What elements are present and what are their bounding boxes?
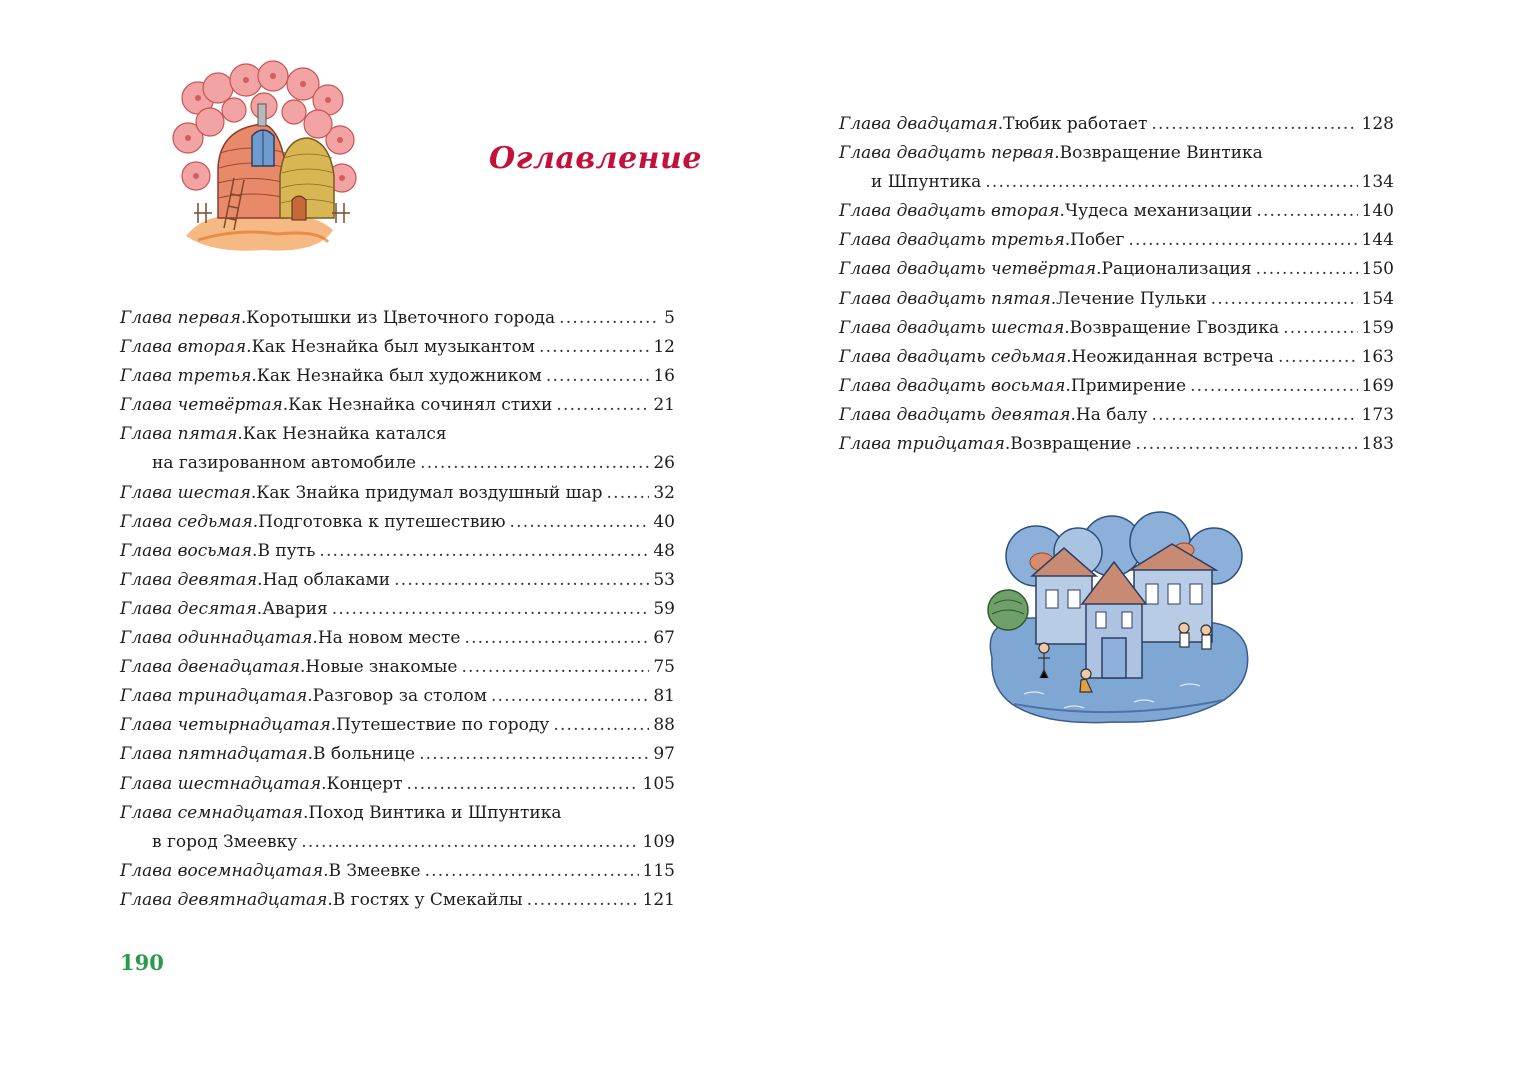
page-ref: 150 — [1361, 259, 1394, 280]
chapter-label: Глава одиннадцатая — [120, 628, 313, 649]
page-ref: 154 — [1361, 288, 1394, 309]
dot-leader — [407, 770, 639, 799]
chapter-label: Глава шестая — [120, 482, 251, 503]
chapter-title: На новом месте — [317, 628, 461, 649]
chapter-title: Чудеса механизации — [1064, 201, 1253, 222]
toc-entry: Глава девятнадцатая . В гостях у Смекайлы ..... 121 — [120, 886, 675, 915]
toc-entry: Глава пятая . Как Незнайка катался на газированном автомобиле ..... 26 — [120, 420, 675, 478]
chapter-label: Глава двадцать восьмая — [839, 375, 1066, 396]
chapter-title: Над облаками — [262, 569, 391, 590]
toc-entry: Глава двадцать пятая . Лечение Пульки ..... 154 — [839, 285, 1394, 314]
page-ref: 134 — [1361, 172, 1394, 193]
chapter-label: Глава пятая — [120, 424, 238, 445]
dot-leader — [546, 362, 650, 391]
chapter-title: Возвращение Винтика — [1059, 143, 1263, 164]
chapter-label: Глава четырнадцатая — [120, 715, 331, 736]
chapter-label: Глава двадцать седьмая — [839, 346, 1067, 367]
chapter-label: Глава восемнадцатая — [120, 860, 324, 881]
dot-leader — [461, 653, 649, 682]
chapter-label: Глава восьмая — [120, 540, 253, 561]
page-ref: 48 — [653, 540, 675, 561]
toc-entry: Глава двадцать восьмая . Примирение ..... 169 — [839, 372, 1394, 401]
dot-leader — [553, 711, 649, 740]
toc-entry: Глава седьмая . Подготовка к путешествию ..... 40 — [120, 508, 675, 537]
chapter-title: В гостях у Смекайлы — [332, 889, 523, 910]
chapter-label: Глава десятая — [120, 598, 257, 619]
toc-entry: Глава тридцатая . Возвращение ..... 183 — [839, 430, 1394, 459]
chapter-title: Как Знайка придумал воздушный шар — [256, 482, 603, 503]
flower-house-illustration — [168, 58, 368, 258]
dot-leader — [394, 566, 649, 595]
page-ref: 121 — [642, 889, 675, 910]
page-ref: 12 — [653, 337, 675, 358]
page-ref: 5 — [664, 308, 675, 328]
chapter-title: Лечение Пульки — [1056, 288, 1207, 309]
page-ref: 81 — [653, 686, 675, 707]
toc-entry: Глава тринадцатая . Разговор за столом ..... 81 — [120, 682, 675, 711]
dot-leader — [1151, 110, 1357, 139]
dot-leader — [527, 886, 639, 915]
page-ref: 40 — [653, 511, 675, 532]
toc-entry: Глава двадцать седьмая . Неожиданная встреча ..... 163 — [839, 343, 1394, 372]
page-ref: 169 — [1361, 375, 1394, 396]
chapter-label: Глава двадцать девятая — [839, 404, 1071, 425]
toc-entry: Глава двадцатая . Тюбик работает ..... 128 — [839, 110, 1394, 139]
chapter-title: Неожиданная встреча — [1071, 346, 1274, 367]
chapter-label: Глава третья — [120, 366, 252, 387]
chapter-label: Глава шестнадцатая — [120, 773, 322, 794]
page-ref: 26 — [653, 453, 675, 474]
dot-leader — [1283, 314, 1357, 343]
dot-leader — [1256, 255, 1358, 284]
chapter-title-continued: и Шпунтика — [871, 172, 982, 193]
dot-leader — [491, 682, 649, 711]
toc-entry: Глава двадцать первая . Возвращение Винтика и Шпунтика ..... 134 — [839, 139, 1394, 197]
page-ref: 115 — [642, 860, 675, 881]
toc-entry: Глава восьмая . В путь ..... 48 — [120, 537, 675, 566]
chapter-label: Глава двадцатая — [839, 114, 998, 134]
chapter-title: В больнице — [313, 744, 416, 765]
dot-leader — [1128, 226, 1357, 255]
chapter-label: Глава двадцать первая — [839, 143, 1055, 164]
dot-leader — [606, 479, 649, 508]
chapter-title: Путешествие по городу — [336, 715, 550, 736]
toc-left-column — [120, 304, 675, 915]
chapter-label: Глава семнадцатая — [120, 802, 303, 823]
toc-entry: Глава двадцать вторая . Чудеса механизации ..... 140 — [839, 197, 1394, 226]
page-ref: 163 — [1361, 346, 1394, 367]
dot-leader — [319, 537, 649, 566]
dot-leader — [420, 449, 649, 478]
toc-entry: Глава шестнадцатая . Концерт ..... 105 — [120, 770, 675, 799]
chapter-label: Глава девятая — [120, 569, 258, 590]
toc-entry: Глава семнадцатая . Поход Винтика и Шпунтика в город Змеевку ..... 109 — [120, 799, 675, 857]
page-ref: 105 — [642, 773, 675, 794]
chapter-title: На балу — [1075, 404, 1148, 425]
chapter-title: Концерт — [326, 773, 403, 794]
toc-entry: Глава пятнадцатая . В больнице ..... 97 — [120, 740, 675, 769]
page-ref: 144 — [1361, 230, 1394, 251]
page-ref: 140 — [1361, 201, 1394, 222]
chapter-title: Тюбик работает — [1003, 114, 1148, 134]
toc-right-column — [839, 110, 1394, 459]
page-ref: 75 — [653, 657, 675, 678]
toc-entry: Глава четырнадцатая . Путешествие по городу ..... 88 — [120, 711, 675, 740]
chapter-title: Возвращение Гвоздика — [1069, 317, 1280, 338]
chapter-label: Глава двадцать вторая — [839, 201, 1060, 222]
page-ref: 59 — [653, 598, 675, 619]
page-ref: 21 — [653, 395, 675, 416]
chapter-label: Глава вторая — [120, 337, 247, 358]
page-ref: 183 — [1361, 434, 1394, 455]
chapter-title: Примирение — [1070, 375, 1187, 396]
chapter-label: Глава двадцать пятая — [839, 288, 1051, 309]
chapter-label: Глава четвёртая — [120, 395, 283, 416]
dot-leader — [1278, 343, 1358, 372]
page-ref: 53 — [653, 569, 675, 590]
chapter-title: Разговор за столом — [312, 686, 487, 707]
chapter-title: Поход Винтика и Шпунтика — [308, 802, 562, 823]
dot-leader — [425, 857, 639, 886]
chapter-label: Глава тридцатая — [839, 434, 1005, 455]
chapter-title-continued: на газированном автомобиле — [152, 453, 417, 474]
toc-entry: Глава двадцать четвёртая . Рационализация ..... 150 — [839, 255, 1394, 284]
page-ref: 16 — [653, 366, 675, 387]
page-ref: 109 — [642, 831, 675, 852]
dot-leader — [556, 391, 649, 420]
chapter-title: Как Незнайка был музыкантом — [251, 337, 535, 358]
chapter-title: Рационализация — [1101, 259, 1252, 280]
page-ref: 67 — [653, 628, 675, 649]
toc-entry: Глава восемнадцатая . В Змеевке ..... 115 — [120, 857, 675, 886]
dot-leader — [559, 304, 657, 333]
page-ref: 88 — [653, 715, 675, 736]
chapter-title-continued: в город Змеевку — [152, 831, 298, 852]
page-ref: 32 — [653, 482, 675, 503]
chapter-title: Побег — [1070, 230, 1125, 251]
toc-entry: Глава одиннадцатая . На новом месте ..... 67 — [120, 624, 675, 653]
chapter-title: Новые знакомые — [305, 657, 458, 678]
dot-leader — [1190, 372, 1357, 401]
toc-entry: Глава двенадцатая . Новые знакомые ..... 75 — [120, 653, 675, 682]
dot-leader — [1256, 197, 1357, 226]
chapter-label: Глава двадцать шестая — [839, 317, 1065, 338]
chapter-label: Глава пятнадцатая — [120, 744, 308, 765]
toc-entry: Глава девятая . Над облаками ..... 53 — [120, 566, 675, 595]
dot-leader — [419, 740, 649, 769]
dot-leader — [510, 508, 650, 537]
page-ref: 97 — [653, 744, 675, 765]
toc-entry: Глава двадцать третья . Побег ..... 144 — [839, 226, 1394, 255]
chapter-title: Подготовка к путешествию — [258, 511, 506, 532]
chapter-title: Как Незнайка катался — [242, 424, 447, 445]
chapter-title: В Змеевке — [328, 860, 421, 881]
chapter-label: Глава седьмая — [120, 511, 253, 532]
chapter-label: Глава двадцать третья — [839, 230, 1065, 251]
dot-leader — [301, 828, 638, 857]
toc-entry: Глава третья . Как Незнайка был художником ..... 16 — [120, 362, 675, 391]
dot-leader — [1135, 430, 1357, 459]
blue-town-illustration — [984, 508, 1254, 738]
toc-entry: Глава шестая . Как Знайка придумал воздушный шар ..... 32 — [120, 479, 675, 508]
toc-entry: Глава десятая . Авария ..... 59 — [120, 595, 675, 624]
dot-leader — [1151, 401, 1357, 430]
chapter-label: Глава двадцать четвёртая — [839, 259, 1097, 280]
toc-entry: Глава двадцать шестая . Возвращение Гвоздика ..... 159 — [839, 314, 1394, 343]
chapter-title: Авария — [262, 598, 328, 619]
page-ref: 128 — [1361, 114, 1394, 134]
chapter-title: Как Незнайка сочинял стихи — [288, 395, 553, 416]
toc-entry: Глава двадцать девятая . На балу ..... 173 — [839, 401, 1394, 430]
page-number: 190 — [120, 950, 164, 975]
dot-leader — [332, 595, 650, 624]
chapter-title: В путь — [257, 540, 316, 561]
dot-leader — [985, 168, 1357, 197]
chapter-label: Глава девятнадцатая — [120, 889, 328, 910]
toc-entry: Глава первая . Коротышки из Цветочного города ..... 5 — [120, 304, 675, 333]
dot-leader — [1211, 285, 1358, 314]
dot-leader — [464, 624, 649, 653]
toc-entry: Глава вторая . Как Незнайка был музыкантом ..... 12 — [120, 333, 675, 362]
chapter-label: Глава тринадцатая — [120, 686, 308, 707]
chapter-title: Как Незнайка был художником — [256, 366, 542, 387]
page-ref: 159 — [1361, 317, 1394, 338]
chapter-label: Глава первая — [120, 308, 241, 328]
chapter-title: Коротышки из Цветочного города — [246, 308, 556, 328]
chapter-title: Возвращение — [1010, 434, 1132, 455]
chapter-label: Глава двенадцатая — [120, 657, 300, 678]
page-ref: 173 — [1361, 404, 1394, 425]
page-heading: Оглавление — [489, 141, 702, 176]
dot-leader — [539, 333, 649, 362]
toc-entry: Глава четвёртая . Как Незнайка сочинял стихи ..... 21 — [120, 391, 675, 420]
